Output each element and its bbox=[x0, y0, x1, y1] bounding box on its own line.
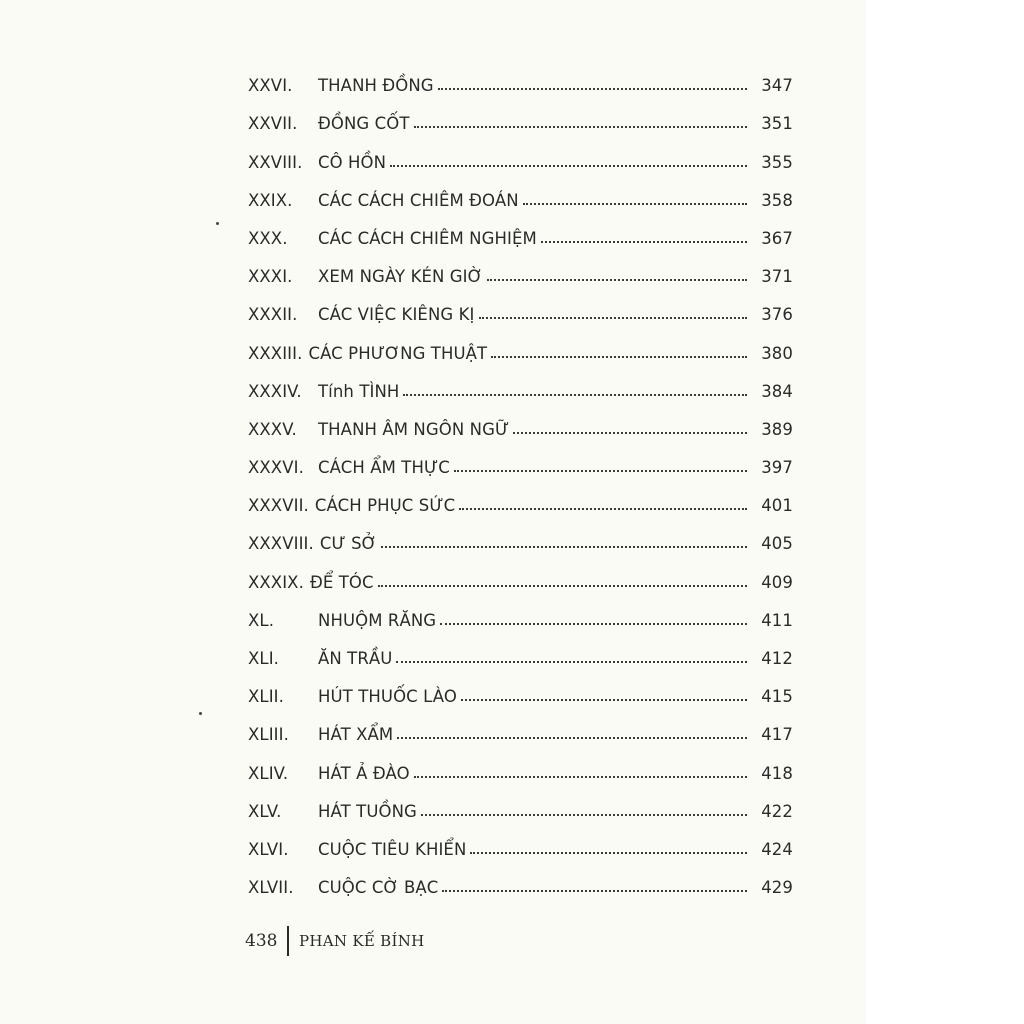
dot-leader bbox=[461, 699, 747, 701]
toc-entry bbox=[248, 671, 793, 709]
page-footer bbox=[245, 924, 425, 958]
dot-leader bbox=[397, 737, 747, 739]
toc-entry-number: XLII. bbox=[248, 687, 284, 707]
page-margin bbox=[866, 0, 1024, 1024]
toc-entry-title: ĐỒNG CỐT bbox=[318, 114, 410, 134]
toc-entry bbox=[248, 633, 793, 671]
toc-entry-title: THANH ĐỒNG bbox=[318, 76, 434, 96]
toc-entry-number: XXVII. bbox=[248, 114, 298, 134]
toc-entry-title: CUỘC TIÊU KHIỂN bbox=[318, 839, 467, 859]
dot-leader bbox=[541, 241, 747, 243]
footer-divider bbox=[287, 926, 289, 956]
dot-leader bbox=[390, 165, 747, 167]
toc-entry-title: CUỘC CỜ BẠC bbox=[318, 878, 439, 898]
dot-leader bbox=[491, 356, 747, 358]
toc-entry-number: XLI. bbox=[248, 649, 280, 668]
toc-entry-title: HÁT TUỒNG bbox=[318, 801, 417, 821]
toc-entry-number: XXVIII. bbox=[248, 152, 303, 172]
toc-entry bbox=[248, 786, 793, 824]
toc-entry bbox=[248, 366, 793, 404]
toc-entry-page: 417 bbox=[761, 725, 793, 745]
dot-leader bbox=[438, 88, 747, 90]
toc-entry-page: 411 bbox=[761, 610, 793, 630]
toc-entry bbox=[248, 327, 793, 365]
dot-leader bbox=[403, 394, 747, 396]
dot-leader bbox=[440, 623, 747, 625]
toc-entry-title: ĂN TRẦU bbox=[318, 649, 393, 668]
toc-entry-title: CÁC PHƯƠNG THUẬT bbox=[308, 343, 488, 363]
dot-leader bbox=[396, 661, 747, 663]
toc-entry bbox=[248, 480, 793, 518]
toc-entry-page: 376 bbox=[761, 305, 793, 325]
ink-speck bbox=[199, 712, 202, 715]
toc-entry-page: 409 bbox=[761, 572, 793, 592]
table-of-contents bbox=[248, 60, 793, 900]
toc-entry-title: CÔ HỒN bbox=[318, 152, 387, 172]
toc-entry-number: XXXIV. bbox=[248, 381, 302, 401]
toc-entry-page: 401 bbox=[761, 496, 793, 516]
toc-entry-page: 347 bbox=[761, 76, 793, 96]
toc-entry-page: 424 bbox=[761, 839, 793, 859]
dot-leader bbox=[421, 814, 747, 816]
toc-entry-title: HÁT Ả ĐÀO bbox=[318, 763, 410, 783]
toc-entry-number: XXVI. bbox=[248, 76, 293, 96]
toc-entry-number: XXXI. bbox=[248, 267, 293, 287]
dot-leader bbox=[414, 776, 747, 778]
toc-entry-title: NHUỘM RĂNG bbox=[318, 610, 437, 630]
toc-entry-number: XXX. bbox=[248, 228, 288, 248]
toc-entry-page: 412 bbox=[761, 649, 793, 668]
toc-entry bbox=[248, 442, 793, 480]
dot-leader bbox=[459, 508, 747, 510]
toc-entry-number: XXXVI. bbox=[248, 458, 304, 478]
dot-leader bbox=[487, 279, 747, 281]
toc-entry-page: 405 bbox=[761, 534, 793, 554]
toc-entry-number: XLVII. bbox=[248, 878, 294, 898]
toc-entry-page: 355 bbox=[761, 152, 793, 172]
toc-entry-number: XXXV. bbox=[248, 419, 297, 439]
toc-entry-number: XXXIII. bbox=[248, 343, 303, 363]
toc-entry bbox=[248, 824, 793, 862]
footer-author: PHAN KẾ BÍNH bbox=[298, 932, 425, 950]
dot-leader bbox=[513, 432, 747, 434]
toc-entry-title: HÁT XẨM bbox=[318, 725, 394, 745]
toc-entry-page: 371 bbox=[761, 267, 793, 287]
toc-entry-number: XXXIX. bbox=[248, 572, 304, 592]
toc-entry-page: 418 bbox=[761, 763, 793, 783]
toc-entry-page: 367 bbox=[761, 228, 793, 248]
toc-entry-title: CÁCH ẨM THỰC bbox=[318, 458, 450, 478]
toc-entry bbox=[248, 98, 793, 136]
dot-leader bbox=[378, 585, 747, 587]
toc-entry-number: XXXVII. bbox=[248, 496, 309, 516]
dot-leader bbox=[454, 470, 747, 472]
toc-entry-title: Tính TÌNH bbox=[318, 381, 400, 401]
dot-leader bbox=[523, 203, 747, 205]
toc-entry-number: XLIV. bbox=[248, 763, 289, 783]
toc-entry-title: ĐỂ TÓC bbox=[309, 572, 374, 592]
toc-entry-number: XXXII. bbox=[248, 305, 298, 325]
dot-leader bbox=[479, 317, 747, 319]
toc-entry-title: HÚT THUỐC LÀO bbox=[318, 687, 457, 707]
toc-entry-page: 389 bbox=[761, 419, 793, 439]
toc-entry bbox=[248, 862, 793, 900]
dot-leader bbox=[442, 890, 747, 892]
toc-entry bbox=[248, 595, 793, 633]
toc-entry-number: XXIX. bbox=[248, 190, 293, 210]
toc-entry-title: CÁC VIỆC KIÊNG KỊ bbox=[318, 305, 475, 325]
toc-entry-number: XLVI. bbox=[248, 839, 289, 859]
toc-entry bbox=[248, 747, 793, 785]
toc-entry-page: 429 bbox=[761, 878, 793, 898]
toc-entry-page: 358 bbox=[761, 190, 793, 210]
toc-entry bbox=[248, 518, 793, 556]
dot-leader bbox=[470, 852, 747, 854]
toc-entry-number: XLIII. bbox=[248, 725, 289, 745]
toc-entry bbox=[248, 251, 793, 289]
toc-entry-title: CÁC CÁCH CHIÊM ĐOÁN bbox=[318, 190, 519, 210]
toc-entry bbox=[248, 709, 793, 747]
toc-entry-page: 422 bbox=[761, 801, 793, 821]
toc-entry bbox=[248, 556, 793, 594]
toc-entry bbox=[248, 289, 793, 327]
toc-entry-title: CÁCH PHỤC SỨC bbox=[314, 496, 456, 516]
toc-entry-number: XLV. bbox=[248, 801, 282, 821]
toc-entry-number: XXXVIII. bbox=[248, 534, 314, 554]
toc-entry bbox=[248, 213, 793, 251]
toc-entry bbox=[248, 175, 793, 213]
footer-page-number: 438 bbox=[245, 931, 278, 951]
toc-entry-title: CƯ SỞ bbox=[319, 534, 377, 554]
dot-leader bbox=[414, 126, 747, 128]
ink-speck bbox=[216, 222, 219, 225]
toc-entry-page: 384 bbox=[761, 381, 793, 401]
toc-entry-page: 380 bbox=[761, 343, 793, 363]
toc-entry bbox=[248, 404, 793, 442]
toc-entry bbox=[248, 60, 793, 98]
toc-entry-number: XL. bbox=[248, 610, 275, 630]
toc-entry-title: XEM NGÀY KÉN GIỜ bbox=[318, 267, 483, 287]
toc-entry-title: THANH ÂM NGÔN NGỮ bbox=[318, 419, 510, 439]
toc-entry-page: 351 bbox=[761, 114, 793, 134]
toc-entry-page: 397 bbox=[761, 458, 793, 478]
dot-leader bbox=[381, 546, 747, 548]
toc-entry-title: CÁC CÁCH CHIÊM NGHIỆM bbox=[318, 228, 537, 248]
toc-entry bbox=[248, 136, 793, 174]
toc-entry-page: 415 bbox=[761, 687, 793, 707]
